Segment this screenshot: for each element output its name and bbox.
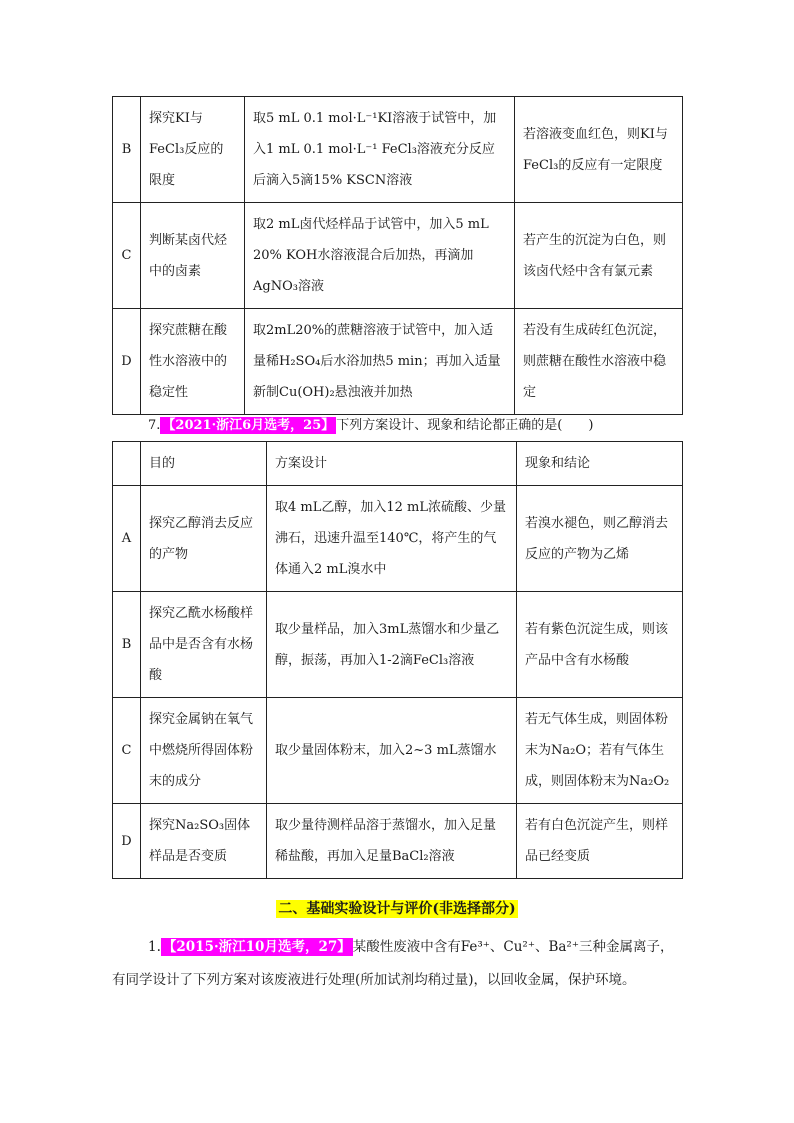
- purpose-cell: 判断某卤代烃中的卤素: [141, 203, 245, 309]
- header-design: 方案设计: [267, 442, 517, 486]
- design-cell: 取少量固体粉末，加入2~3 mL蒸馏水: [267, 698, 517, 804]
- table-row: [113, 97, 683, 203]
- design-cell: 取4 mL乙醇，加入12 mL浓硫酸、少量沸石，迅速升温至140℃，将产生的气体通入2 mL溴水中: [267, 486, 517, 592]
- options-table: [112, 441, 683, 879]
- header-result: 现象和结论: [517, 442, 683, 486]
- header-purpose: 目的: [141, 442, 267, 486]
- result-cell: 若无气体生成，则固体粉末为Na₂O；若有气体生成，则固体粉末为Na₂O₂: [517, 698, 683, 804]
- result-cell: 若溴水褪色，则乙醇消去反应的产物为乙烯: [517, 486, 683, 592]
- option-letter: C: [113, 698, 141, 804]
- purpose-cell: 探究KI与FeCl₃反应的限度: [141, 97, 245, 203]
- option-letter: B: [113, 97, 141, 203]
- source-tag: 【2021·浙江6月选考，25】: [162, 418, 335, 433]
- table-row: [113, 592, 683, 698]
- question-number: 7.: [148, 418, 161, 433]
- table-header-row: [113, 442, 683, 486]
- option-letter: D: [113, 804, 141, 879]
- design-cell: 取2 mL卤代烃样品于试管中，加入5 mL 20% KOH水溶液混合后加热，再滴加AgNO₃溶液: [245, 203, 515, 309]
- purpose-cell: 探究Na₂SO₃固体样品是否变质: [141, 804, 267, 879]
- result-cell: 若有紫色沉淀生成，则该产品中含有水杨酸: [517, 592, 683, 698]
- table-row: [113, 309, 683, 415]
- table-row: [113, 203, 683, 309]
- options-table-continued: [112, 96, 683, 415]
- result-cell: 若产生的沉淀为白色，则该卤代烃中含有氯元素: [515, 203, 683, 309]
- question-number: 1.: [148, 939, 161, 955]
- source-tag: 【2015·浙江10月选考，27】: [162, 939, 351, 955]
- question-text: 下列方案设计、现象和结论都正确的是( ): [336, 418, 594, 433]
- design-cell: 取少量待测样品溶于蒸馏水，加入足量稀盐酸，再加入足量BaCl₂溶液: [267, 804, 517, 879]
- option-letter: A: [113, 486, 141, 592]
- section-heading-text: 二、基础实验设计与评价(非选择部分): [278, 901, 516, 917]
- result-cell: 若没有生成砖红色沉淀，则蔗糖在酸性水溶液中稳定: [515, 309, 683, 415]
- purpose-cell: 探究乙酰水杨酸样品中是否含有水杨酸: [141, 592, 267, 698]
- question-1-stem: [112, 931, 684, 997]
- question-text: 某酸性废液中含有Fe³⁺、Cu²⁺、Ba²⁺三种金属离子，有同学设计了下列方案对该废液进行处理(所加试剂均稍过量)，以回收金属，保护环境。: [112, 939, 674, 988]
- option-letter: D: [113, 309, 141, 415]
- purpose-cell: 探究乙醇消去反应的产物: [141, 486, 267, 592]
- design-cell: 取5 mL 0.1 mol·L⁻¹KI溶液于试管中，加入1 mL 0.1 mol·L⁻¹ FeCl₃溶液充分反应后滴入5滴15% KSCN溶液: [245, 97, 515, 203]
- result-cell: 若溶液变血红色，则KI与FeCl₃的反应有一定限度: [515, 97, 683, 203]
- option-letter: B: [113, 592, 141, 698]
- question-7-stem: [148, 414, 593, 438]
- table-row: [113, 698, 683, 804]
- design-cell: 取少量样品，加入3mL蒸馏水和少量乙醇，振荡，再加入1-2滴FeCl₃溶液: [267, 592, 517, 698]
- option-letter: C: [113, 203, 141, 309]
- section-heading: [0, 898, 794, 918]
- header-blank: [113, 442, 141, 486]
- purpose-cell: 探究蔗糖在酸性水溶液中的稳定性: [141, 309, 245, 415]
- design-cell: 取2mL20%的蔗糖溶液于试管中，加入适量稀H₂SO₄后水浴加热5 min；再加入适量新制Cu(OH)₂悬浊液并加热: [245, 309, 515, 415]
- table-row: [113, 486, 683, 592]
- purpose-cell: 探究金属钠在氧气中燃烧所得固体粉末的成分: [141, 698, 267, 804]
- table-row: [113, 804, 683, 879]
- result-cell: 若有白色沉淀产生，则样品已经变质: [517, 804, 683, 879]
